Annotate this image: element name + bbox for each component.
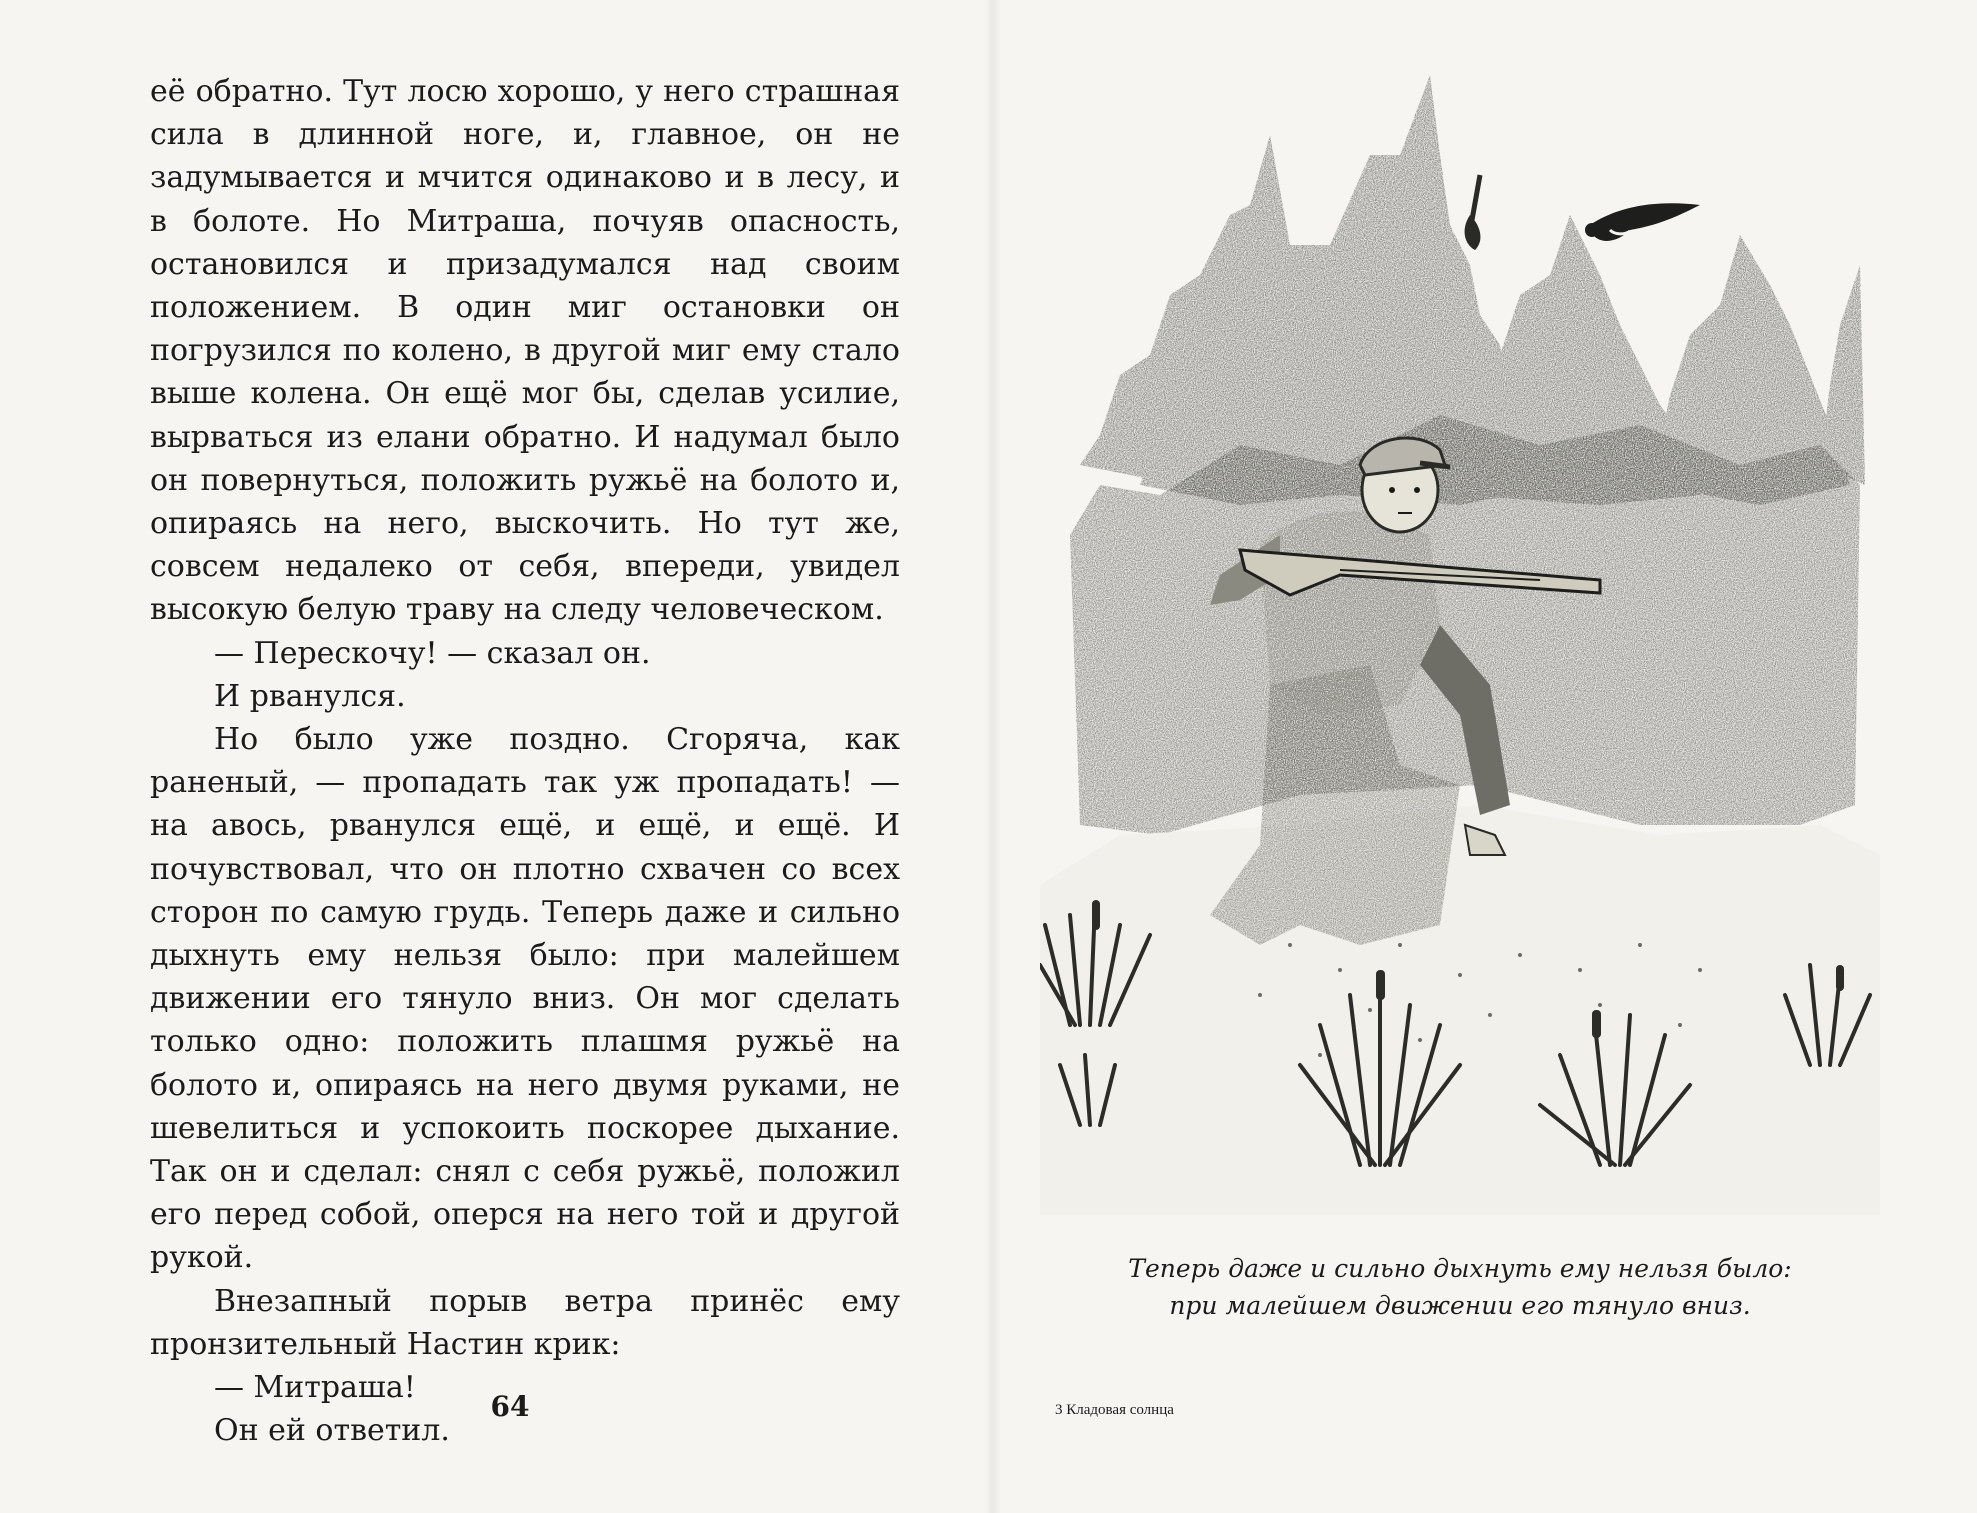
paragraph: И рванулся. (214, 678, 406, 714)
caption-line: при малейшем движении его тянуло вниз. (1169, 1291, 1751, 1320)
paragraph: Но было уже поздно. Сгоряча, как раненый, — пропадать так уж пропадать! — на авось, рванулся ещё, и ещё, и ещё. И почувствовал, что он плотно схвачен со всех сторон по самую грудь. Теперь даже и сильно дыхнуть ему нельзя было: при малейшем движении его тянуло вниз. Он мог сделать только одно: положить плашмя ружьё на болото и, опираясь на него двумя руками, не шевелиться и успокоить поскорее дыхание. Так он и сделал: снял с себя ружьё, положил его перед собой, оперся на него той и другой рукой. (150, 722, 900, 1276)
paragraph: её обратно. Тут лосю хорошо, у него страшная сила в длинной ноге, и, главное, он не задумывается и мчится одинаково и в лесу, и в болоте. Но Митраша, почуяв опасность, остановился и призадумался над своим положением. В один миг остановки он погрузился по колено, в другой миг ему стало выше колена. Он ещё мог бы, сделав усилие, вырваться из елани обратно. И надумал было он повернуться, положить ружьё на болото и, опираясь на него, выскочить. Но тут же, совсем недалеко от себя, впереди, увидел высокую белую траву на следу человеческом. (150, 74, 900, 628)
paragraph: — Перескочу! — сказал он. (214, 635, 651, 671)
paragraph: Внезапный порыв ветра принёс ему пронзительный Настин крик: (150, 1283, 900, 1362)
marsh-ground (1040, 805, 1880, 1215)
perched-bird (1465, 175, 1481, 250)
magpie-bird (1585, 203, 1700, 241)
paragraph: — Митраша! (214, 1370, 416, 1406)
footer-signature-note: 3 Кладовая солнца (1055, 1402, 1174, 1418)
illustration-drawing (1040, 65, 1880, 1215)
left-page-text (150, 70, 900, 1453)
paragraph: Он ей ответил. (214, 1413, 450, 1449)
illustration-caption (1060, 1250, 1860, 1324)
spruce-trees (1080, 75, 1865, 505)
caption-line: Теперь даже и сильно дыхнуть ему нельзя было: (1128, 1254, 1792, 1283)
page-gutter (985, 0, 1001, 1513)
illustration-boy-in-swamp (1040, 65, 1880, 1215)
page-number: 64 (490, 1390, 530, 1423)
